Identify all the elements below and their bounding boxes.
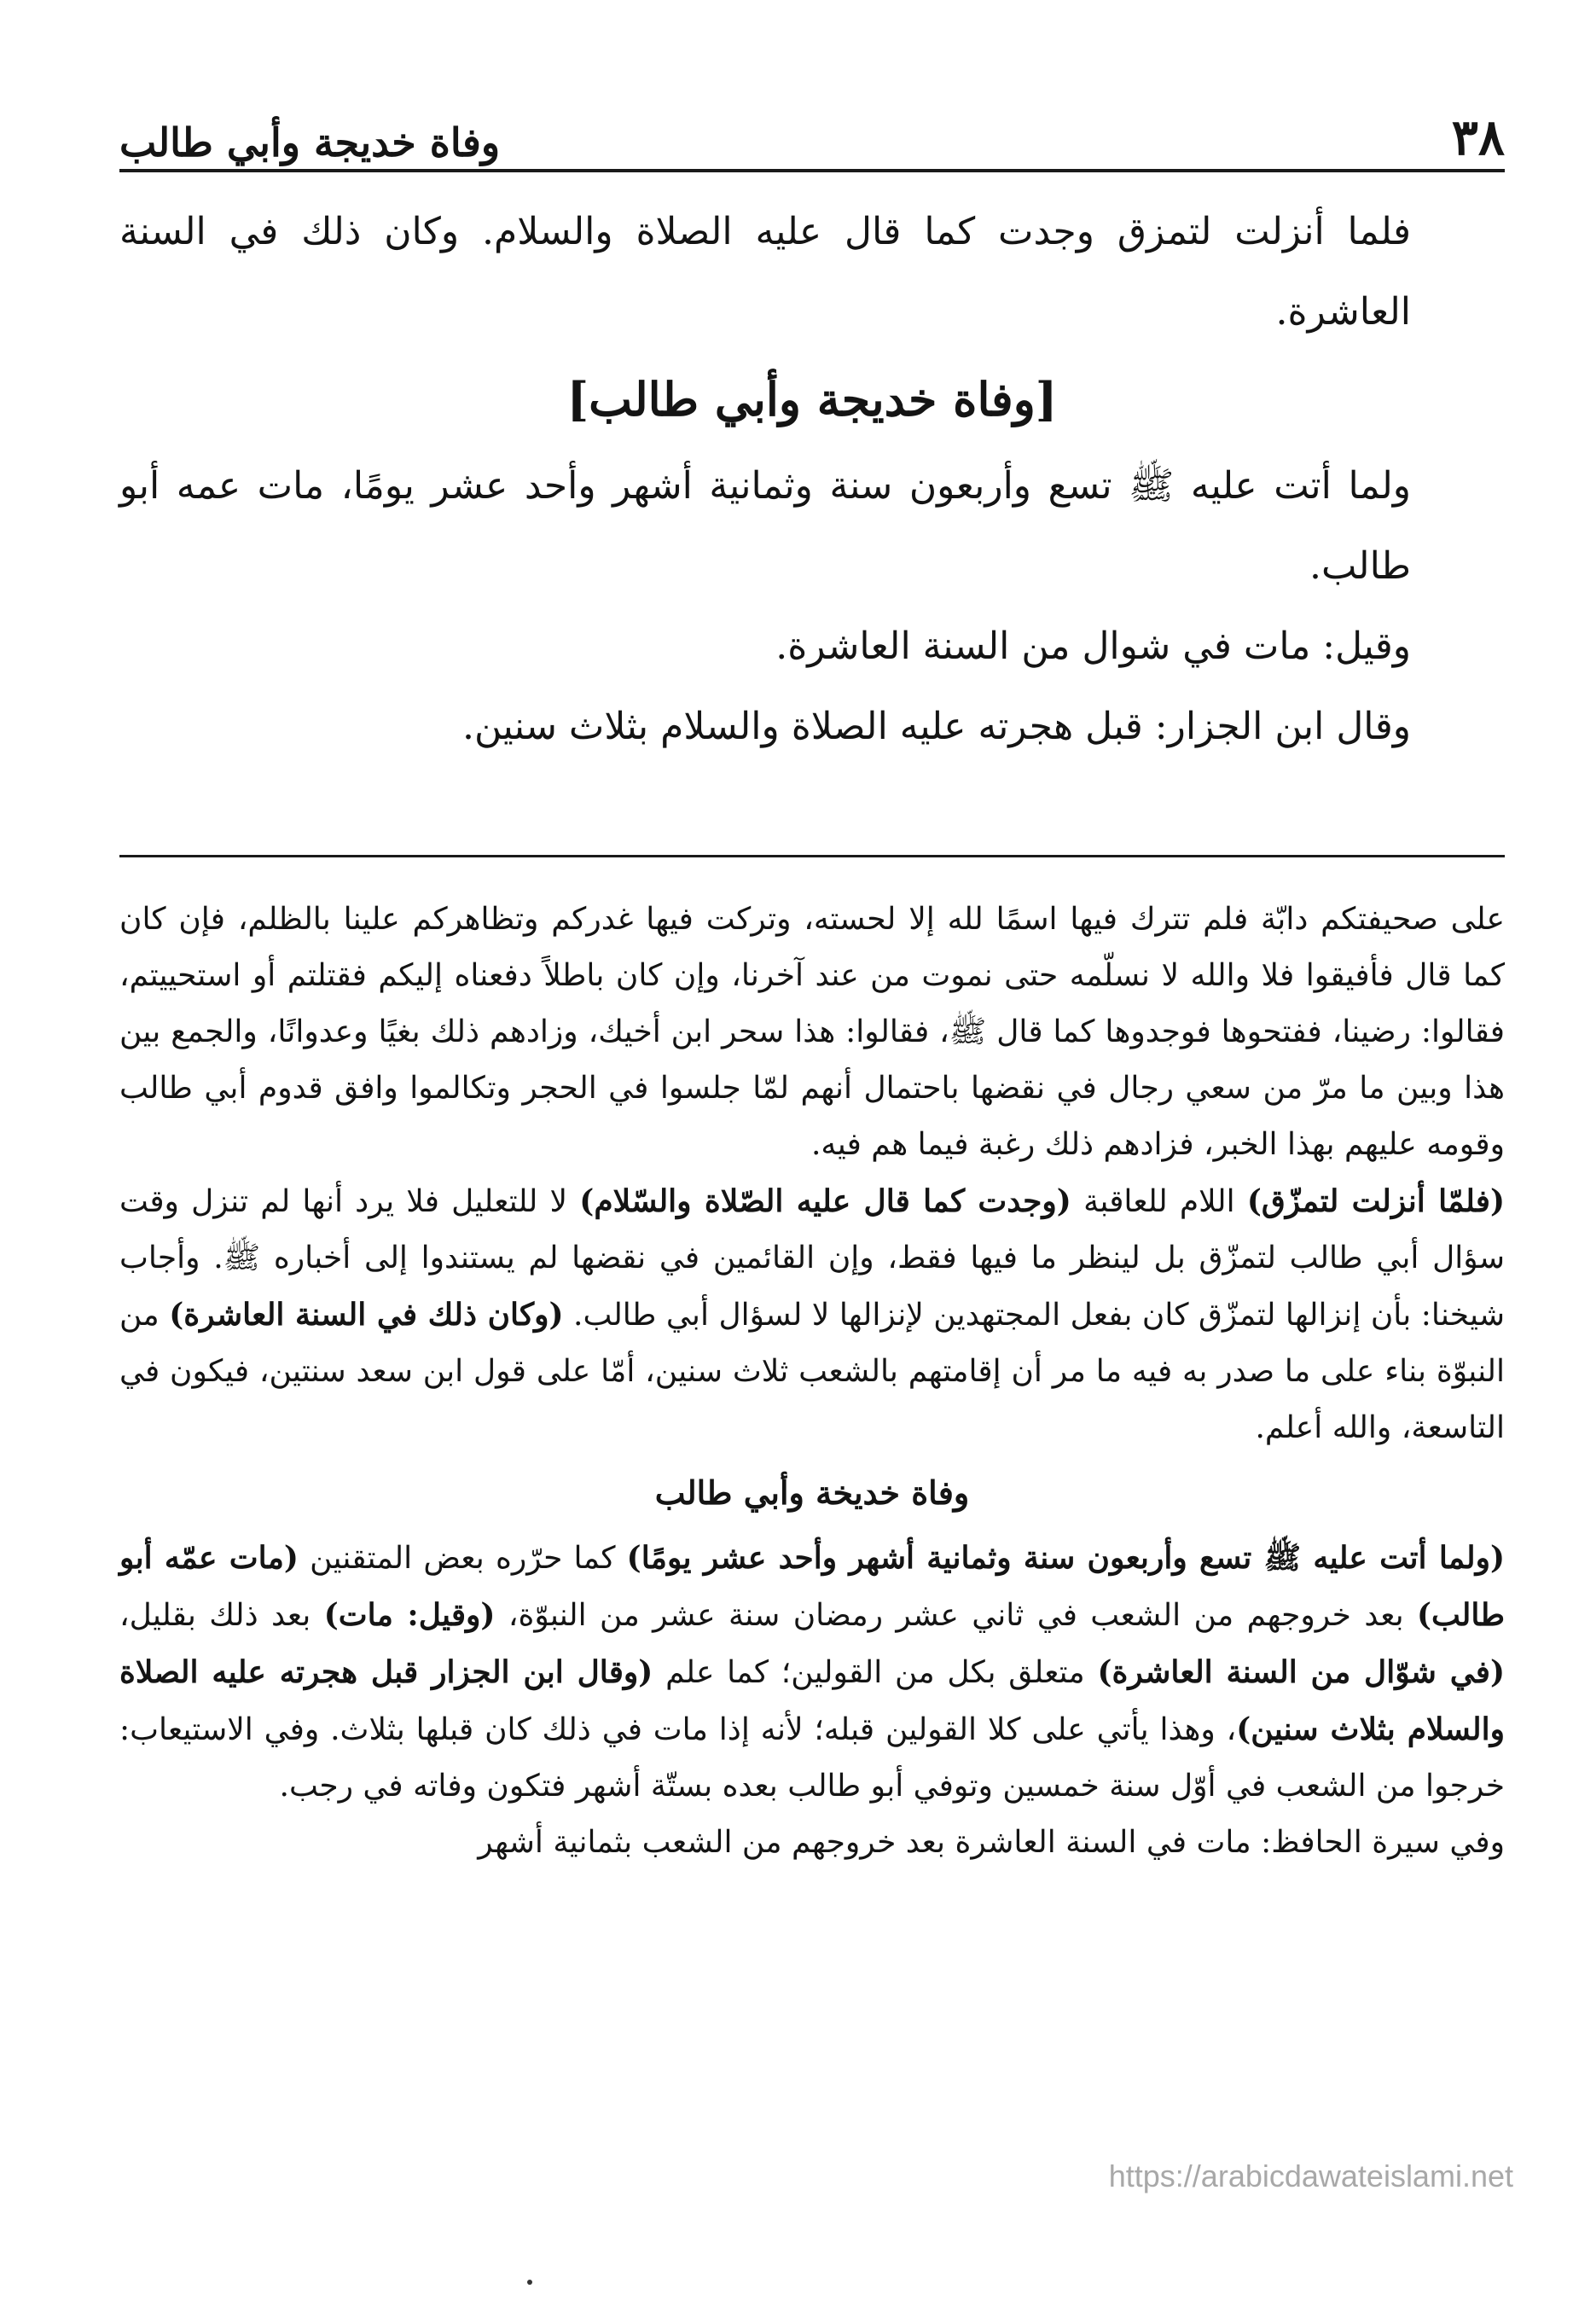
commentary-text-run: ، وهذا يأتي على كلا القولين قبله؛ لأنه إذا مات في ذلك كان قبلها بثلاث. وفي الاستيعاب: خرجوا من الشعب في أوّل سنة خمسين وتوفي أبو طالب بعده بستّة أشهر فتكون وفاته في رجب. bbox=[119, 1712, 1505, 1804]
header-rule bbox=[119, 169, 1505, 172]
commentary-text-run: بعد ذلك بقليل، bbox=[119, 1598, 324, 1633]
main-text bbox=[119, 192, 1505, 767]
main-paragraph: فلما أنزلت لتمزق وجدت كما قال عليه الصلاة والسلام. وكان ذلك في السنة العاشرة. bbox=[119, 210, 1411, 334]
section-heading: [وفاة خديجة وأبي طالب] bbox=[566, 372, 1058, 427]
page-header bbox=[119, 81, 1505, 166]
main-paragraph: وقال ابن الجزار: قبل هجرته عليه الصلاة والسلام بثلاث سنين. bbox=[462, 705, 1411, 748]
page-number: ٣٨ bbox=[1451, 108, 1505, 166]
main-paragraph: ولما أتت عليه ﷺ تسع وأربعون سنة وثمانية أشهر وأحد عشر يومًا، مات عمه أبو طالب. bbox=[119, 464, 1411, 588]
quoted-text: (ولما أتت عليه ﷺ تسع وأربعون سنة وثمانية أشهر وأحد عشر يومًا) bbox=[626, 1540, 1505, 1576]
watermark-url: https://arabicdawateislami.net bbox=[1108, 2158, 1513, 2193]
quoted-text: (فلمّا أنزلت لتمزّق) bbox=[1246, 1183, 1506, 1219]
commentary-text-run: بعد خروجهم من الشعب في ثاني عشر رمضان سنة عشر من النبوّة، bbox=[495, 1598, 1418, 1633]
quoted-text: (وجدت كما قال عليه الصّلاة والسّلام) bbox=[579, 1183, 1071, 1219]
commentary-heading: وفاة خديخة وأبي طالب bbox=[654, 1473, 970, 1512]
commentary-text-run: لا للتعليل فلا يرد أنها لم تنزل وقت سؤال أبي طالب لتمزّق بل لينظر ما فيها فقط، وإن القائمين في نقضها لم يستندوا إلى أخباره ﷺ. وأجاب شيخنا: بأن إنزالها لتمزّق كان بفعل المجتهدين لإنزالها لا لسؤال أبي طالب. bbox=[119, 1184, 1505, 1333]
commentary-paragraph bbox=[119, 1530, 1505, 1815]
quoted-text: (مات عمّه أبو طالب) bbox=[119, 1540, 1505, 1633]
quoted-text: (وكان ذلك في السنة العاشرة) bbox=[169, 1297, 564, 1333]
quoted-text: (وقال ابن الجزار قبل هجرته عليه الصلاة والسلام بثلاث سنين) bbox=[119, 1654, 1505, 1747]
main-paragraph: وقيل: مات في شوال من السنة العاشرة. bbox=[775, 625, 1411, 668]
scan-speck bbox=[527, 2280, 532, 2285]
commentary-text-run: من النبوّة بناء على ما صدر به فيه ما مر أن إقامتهم بالشعب ثلاث سنين، أمّا على قول ابن سعد سنتين، فيكون في التاسعة، والله أعلم. bbox=[119, 1298, 1505, 1445]
commentary-paragraph: على صحيفتكم دابّة فلم تترك فيها اسمًا لله إلا لحسته، وتركت فيها غدركم وتظاهركم علينا بالظلم، فإن كان كما قال فأفيقوا فلا والله لا نسلّمه حتى نموت من عند آخرنا، وإن كان باطلاً دفعناه إليكم فقتلتم أو استحييتم، فقالوا: رضينا، ففتحوها فوجدوها كما قال ﷺ، فقالوا: هذا سحر ابن أخيك، وزادهم ذلك بغيًا وعدوانًا، والجمع بين هذا وبين ما مرّ من سعي رجال في نقضها باحتمال أنهم لمّا جلسوا في الحجر وتكالموا وافق قدوم أبي طالب وقومه عليهم بهذا الخبر، فزادهم ذلك رغبة فيما هم فيه. bbox=[119, 902, 1505, 1162]
commentary-text-run: متعلق بكل من القولين؛ كما علم bbox=[653, 1655, 1098, 1690]
commentary-paragraph: وفي سيرة الحافظ: مات في السنة العاشرة بعد خروجهم من الشعب بثمانية أشهر bbox=[478, 1825, 1505, 1860]
quoted-text: (وقيل: مات) bbox=[323, 1597, 496, 1633]
commentary-text-run: اللام للعاقبة bbox=[1071, 1184, 1247, 1219]
commentary-text-run: كما حرّره بعض المتقنين bbox=[298, 1541, 627, 1576]
commentary-text bbox=[119, 892, 1505, 1871]
running-title: وفاة خديجة وأبي طالب bbox=[119, 119, 501, 166]
commentary-paragraph bbox=[119, 1173, 1505, 1456]
quoted-text: (في شوّال من السنة العاشرة) bbox=[1097, 1654, 1506, 1690]
footnote-rule bbox=[119, 855, 1505, 857]
